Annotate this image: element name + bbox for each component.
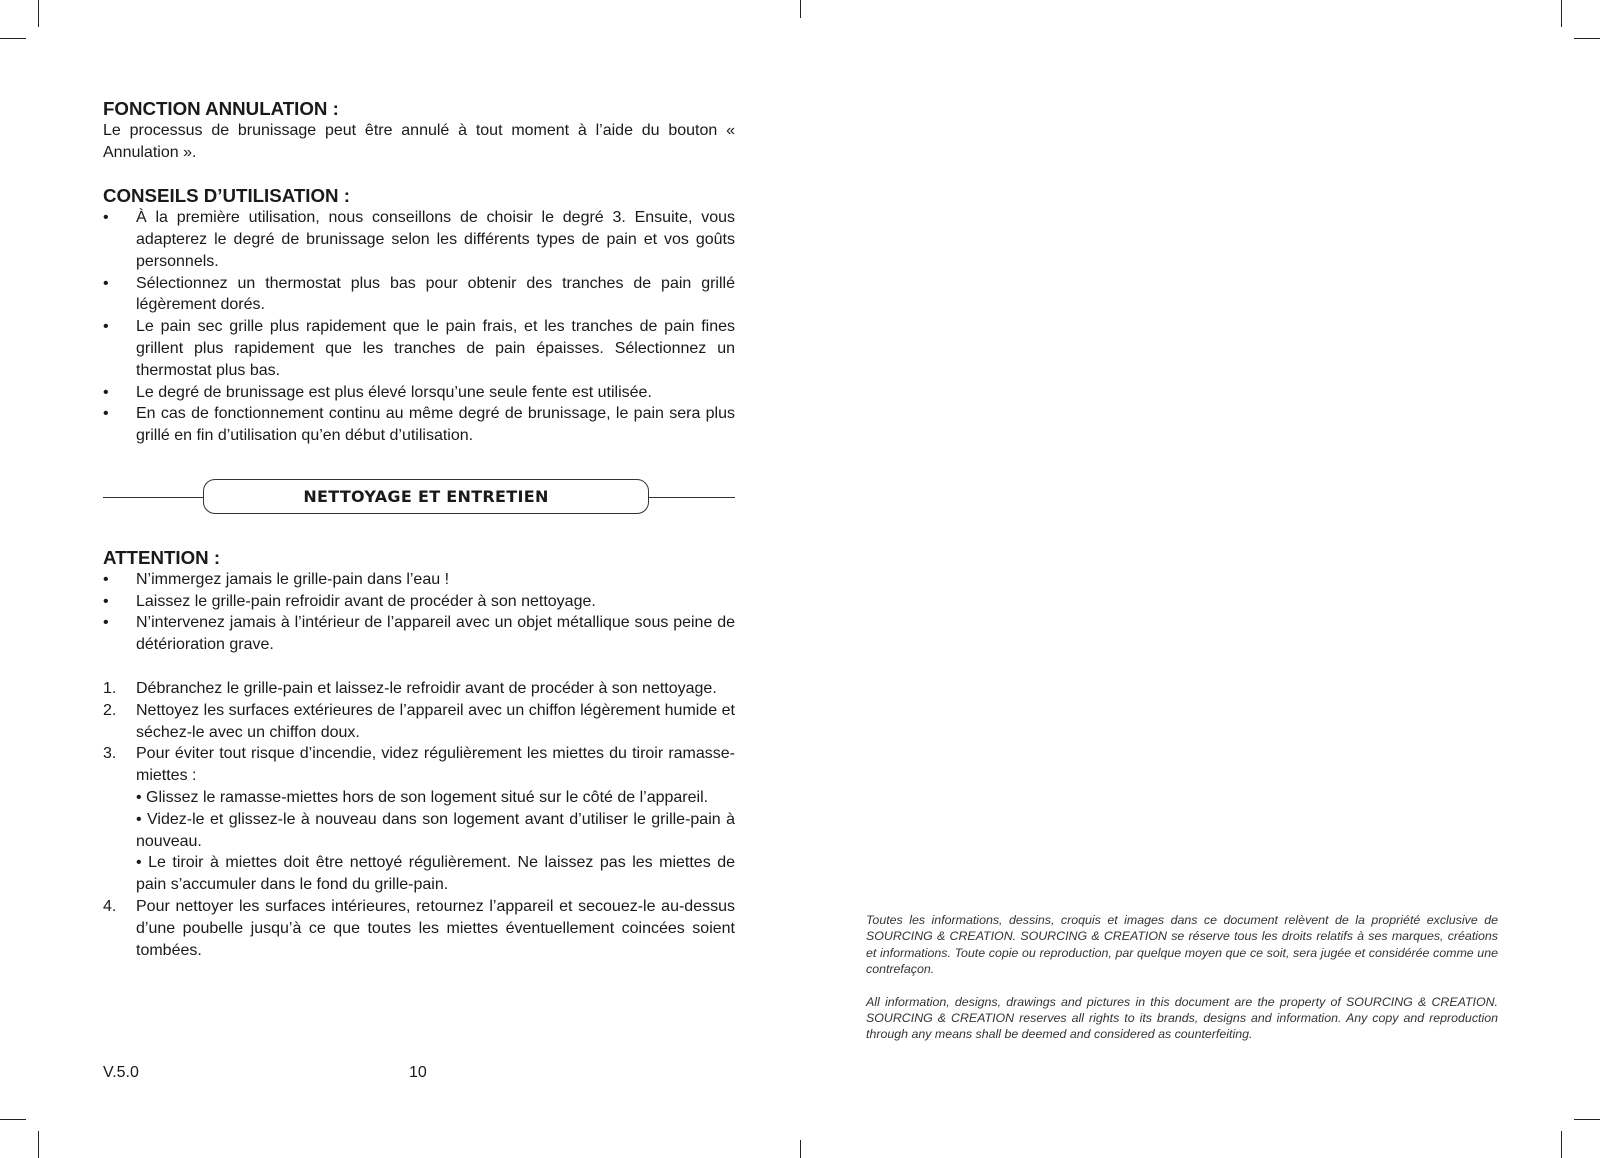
list-item: • Laissez le grille-pain refroidir avant de procéder à son nettoyage. — [103, 591, 735, 613]
step-number: 3. — [103, 745, 117, 763]
step-item: 1. Débranchez le grille-pain et laissez-le refroidir avant de procéder à son nettoyage. — [103, 678, 735, 700]
step-item: 3. Pour éviter tout risque d’incendie, videz régulièrement les miettes du tiroir ramasse-miettes : • Glissez le ramasse-miettes hors de son logement situé sur le côté de l’appareil. • Videz-le et glissez-le à nouveau dans son logement avant d’utiliser le grille-pain à nouveau. • Le tiroir à miettes doit être nettoyé régulièrement. Ne laissez pas les miettes de pain s’accumuler dans le fond du grille-pain. — [103, 743, 735, 896]
bullet: • — [103, 405, 109, 423]
conseils-list — [103, 207, 735, 447]
list-item: • Le pain sec grille plus rapidement que le pain frais, et les tranches de pain fines grillent plus rapidement que les tranches de pain épaisses. Sélectionnez un thermostat plus bas. — [103, 318, 735, 379]
sub-item: • Glissez le ramasse-miettes hors de son logement situé sur le côté de l’appareil. — [136, 788, 709, 806]
list-item: • N’intervenez jamais à l’intérieur de l’appareil avec un objet métallique sous peine de détérioration grave. — [103, 614, 735, 654]
section-banner — [103, 479, 735, 517]
step-number: 4. — [103, 897, 117, 915]
section-title: NETTOYAGE ET ENTRETIEN — [203, 479, 649, 514]
step-item: 4. Pour nettoyer les surfaces intérieures, retournez l’appareil et secouez-le au-dessus d’une poubelle jusqu’à ce que toutes les miettes éventuellement coincées soient tombées. — [103, 897, 735, 959]
crop-mark — [1574, 1119, 1600, 1120]
list-item: • Le degré de brunissage est plus élevé lorsqu’une seule fente est utilisée. — [103, 382, 735, 404]
bullet: • — [103, 383, 109, 401]
bullet: • — [103, 318, 109, 336]
bullet: • — [103, 614, 109, 632]
legal-notice-fr: Toutes les informations, dessins, croquis et images dans ce document relèvent de la propriété exclusive de SOURCING & CREATION. SOURCING & CREATION se réserve tous les droits relatifs à ses marques, créations et informations. Toute copie ou reproduction, par quelque moyen que ce soit, sera jugée et considérée comme une contrefaçon. — [866, 913, 1498, 977]
crop-mark — [1561, 0, 1562, 27]
banner-rule — [103, 497, 204, 498]
crop-mark — [800, 1140, 801, 1158]
annulation-text: Le processus de brunissage peut être annulé à tout moment à l’aide du bouton « Annulation ». — [103, 121, 735, 161]
step-number: 1. — [103, 679, 117, 697]
banner-rule — [649, 497, 735, 498]
crop-mark — [800, 0, 801, 18]
annulation-heading: FONCTION ANNULATION : — [103, 98, 339, 119]
bullet: • — [103, 592, 109, 610]
bullet: • — [103, 274, 109, 292]
step-number: 2. — [103, 701, 117, 719]
conseils-heading: CONSEILS D’UTILISATION : — [103, 185, 350, 207]
cleaning-steps — [103, 678, 735, 961]
sub-item: • Videz-le et glissez-le à nouveau dans son logement avant d’utiliser le grille-pain à nouveau. — [136, 810, 735, 850]
version-label: V.5.0 — [103, 1064, 139, 1081]
crop-mark — [0, 38, 26, 39]
bullet: • — [103, 209, 109, 227]
list-item: • À la première utilisation, nous conseillons de choisir le degré 3. Ensuite, vous adapterez le degré de brunissage selon les différents types de pain et vos goûts personnels. — [103, 209, 735, 270]
crop-mark — [0, 1119, 26, 1120]
crop-mark — [38, 1131, 39, 1158]
list-item: • N’immergez jamais le grille-pain dans l’eau ! — [103, 569, 735, 591]
sub-item: • Le tiroir à miettes doit être nettoyé régulièrement. Ne laissez pas les miettes de pain s’accumuler dans le fond du grille-pain. — [136, 854, 735, 894]
legal-notice — [866, 912, 1498, 1043]
list-item: • Sélectionnez un thermostat plus bas pour obtenir des tranches de pain grillé légèrement dorés. — [103, 274, 735, 314]
crop-mark — [1561, 1131, 1562, 1158]
list-item: • En cas de fonctionnement continu au même degré de brunissage, le pain sera plus grillé en fin d’utilisation qu’en début d’utilisation. — [103, 405, 735, 445]
attention-list — [103, 569, 735, 656]
attention-heading: ATTENTION : — [103, 546, 221, 568]
step-item: 2. Nettoyez les surfaces extérieures de l’appareil avec un chiffon légèrement humide et séchez-le avec un chiffon doux. — [103, 701, 735, 741]
legal-notice-en: All information, designs, drawings and pictures in this document are the property of SOURCING & CREATION. SOURCING & CREATION reserves all rights to its brands, designs and information. Any copy and reproduction through any means shall be deemed and considered as counterfeiting. — [866, 994, 1498, 1042]
crop-mark — [38, 0, 39, 27]
crop-mark — [1574, 38, 1600, 39]
bullet: • — [103, 570, 109, 588]
left-page-content — [103, 98, 735, 961]
page-number: 10 — [409, 1064, 427, 1081]
